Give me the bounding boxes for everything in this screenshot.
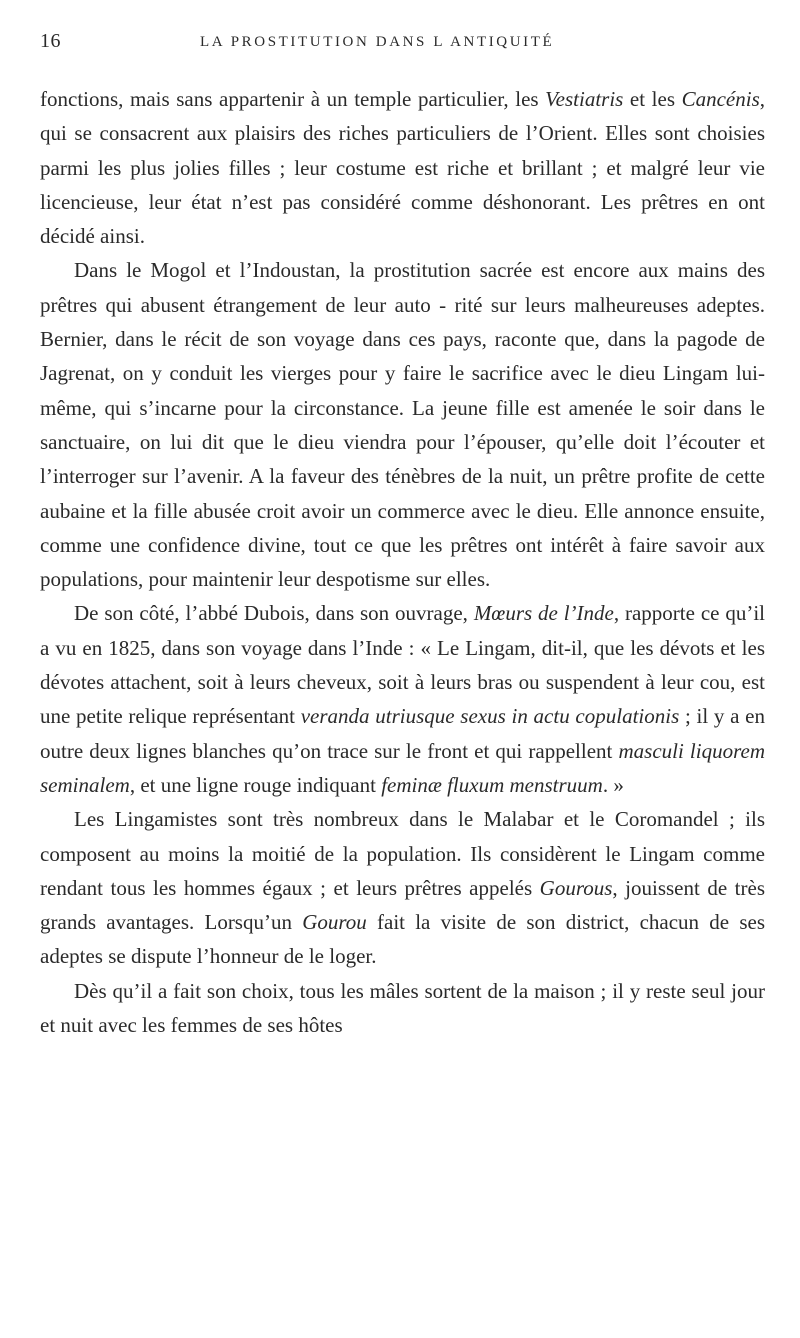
paragraph-3 xyxy=(40,596,765,802)
italic-term: Vestiatris xyxy=(545,87,624,111)
italic-latin: feminæ fluxum menstruum xyxy=(381,772,603,797)
text-run: fait la visite de son district, chacun de ses adeptes se dispute l’honneur de le loger. xyxy=(40,910,766,969)
text-run: Les Lingamistes sont très nombreux dans le Malabar et le Coromandel ; ils composent au moins la moitié de la population. Ils considèrent le Lingam comme rendant tous les hommes égaux ; et leurs prêtres appelés xyxy=(40,807,765,900)
text-run: De son côté, l’abbé Dubois, dans son ouvrage, xyxy=(74,601,474,626)
italic-title: Mœurs de l’Inde xyxy=(473,601,614,626)
italic-term: Gourou xyxy=(302,910,367,935)
paragraph-5: Dès qu’il a fait son choix, tous les mâles sortent de la maison ; il y reste seul jour et nuit avec les femmes de ses hôtes xyxy=(40,978,765,1038)
paragraph-4 xyxy=(40,802,765,973)
italic-term: Cancénis xyxy=(681,87,760,111)
text-run: , qui se consacrent aux plaisirs des riches particuliers de l’Orient. Elles sont choisies parmi les plus jolies filles ; leur costume est riche et brillant ; et malgré leur vie licencieuse, leur état n’est pas considéré comme déshonorant. Les prêtres en ont décidé ainsi. xyxy=(40,87,766,249)
text-run: , rapporte ce qu’il a vu en 1825, dans son voyage dans l’Inde : « Le Lingam, dit-il, que les dévots et les dévotes attachent, soit à leurs cheveux, soit à leurs bras ou suspendent à leur cou, est une petite relique représentant xyxy=(40,601,766,729)
running-head xyxy=(40,30,760,60)
text-run: fonctions, mais sans appartenir à un temple particulier, les xyxy=(40,87,546,111)
text-run: . » xyxy=(602,772,624,797)
text-run: et les xyxy=(623,87,682,111)
text-run: ; il y a en outre deux lignes blanches qu’on trace sur le front et qui rappellent xyxy=(40,704,765,763)
text-run: , et une ligne rouge indiquant xyxy=(129,772,382,797)
running-title: LA PROSTITUTION DANS L ANTIQUITÉ xyxy=(200,34,555,50)
italic-term: Gourous xyxy=(539,875,613,900)
text-run: , jouissent de très grands avantages. Lorsqu’un xyxy=(40,875,765,935)
page-number: 16 xyxy=(40,30,61,52)
paragraph-2: Dans le Mogol et l’Indoustan, la prostitution sacrée est encore aux mains des prêtres qui abusent étrangement de leur auto - rité sur leurs malheureuses adeptes. Bernier, dans le récit de son voyage dans ces pays, raconte que, dans la pagode de Jagrenat, on y conduit les vierges pour y faire le sacrifice avec le dieu Lingam lui-même, qui s’incarne pour la circonstance. La jeune fille est amenée le soir dans le sanctuaire, on lui dit que le dieu viendra pour l’épouser, qu’elle doit l’écouter et l’interroger sur l’avenir. A la faveur des ténèbres de la nuit, un prêtre profite de cette aubaine et la fille abusée croit avoir un commerce avec le dieu. Elle annonce ensuite, comme une confidence divine, tout ce que les prêtres ont intérêt à faire savoir aux populations, pour maintenir leur despotisme sur elles. xyxy=(40,258,765,592)
italic-latin: veranda utriusque sexus in actu copulationis xyxy=(300,704,680,729)
paragraph-1 xyxy=(40,82,765,253)
body-text xyxy=(40,82,765,1042)
italic-latin: masculi liquorem seminalem xyxy=(40,738,765,797)
